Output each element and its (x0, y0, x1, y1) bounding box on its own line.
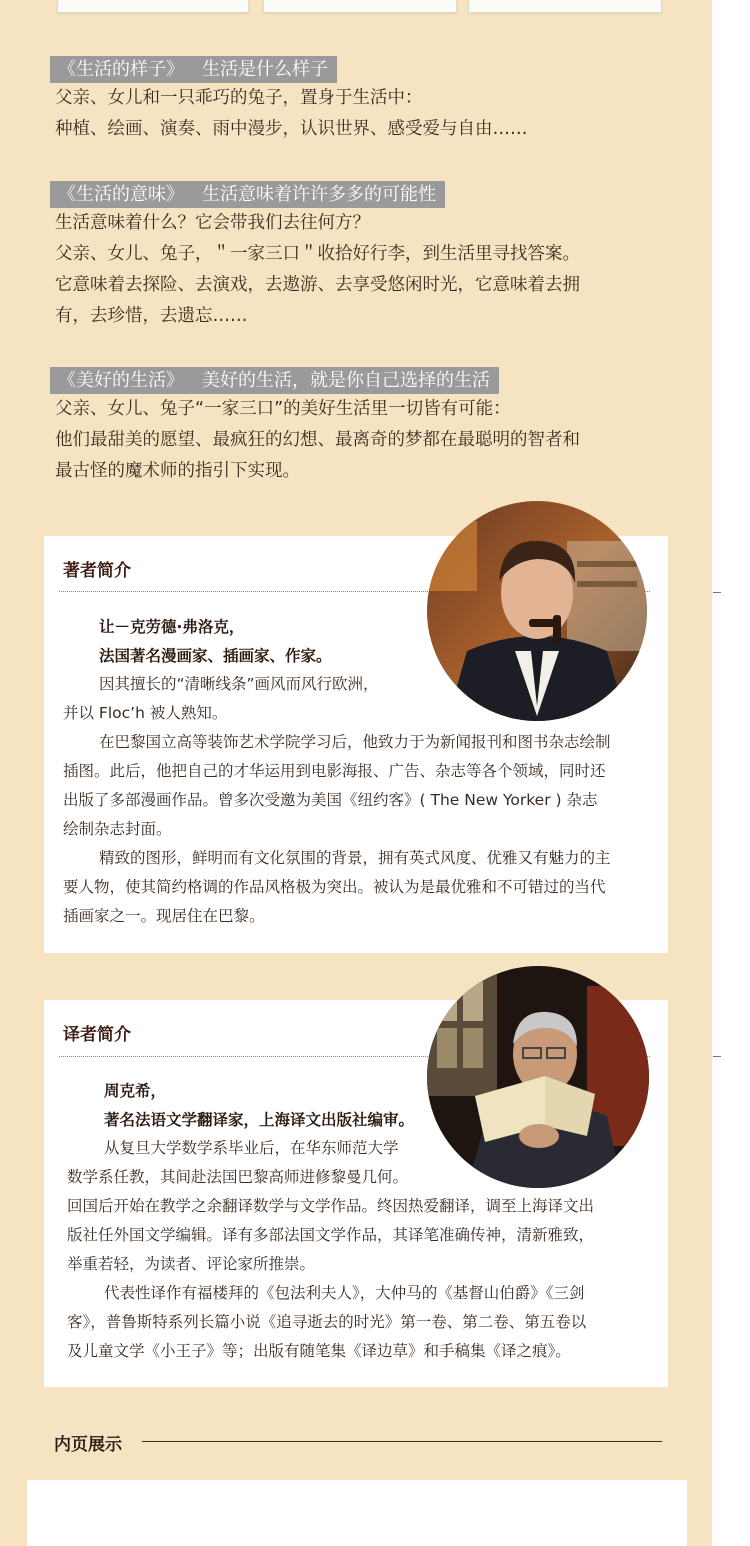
author-portrait-icon (427, 501, 647, 721)
translator-bio-line: 客》，普鲁斯特系列长篇小说《追寻逝去的时光》第一卷、第二卷、第五卷以 (67, 1313, 587, 1331)
book-section-1 (50, 56, 690, 145)
author-section-title: 著者简介 (63, 561, 131, 581)
author-bio-line: 因其擅长的“清晰线条”画风而风行欧洲， (99, 675, 379, 693)
paragraph-line: 父亲、女儿、兔子“一家三口”的美好生活里一切皆有可能： (55, 399, 511, 419)
translator-portrait-photo (427, 966, 649, 1188)
translator-role: 著名法语文学翻译家，上海译文出版社编审。 (104, 1111, 415, 1129)
author-bio-line: 要人物，使其简约格调的作品风格极为突出。被认为是最优雅和不可错过的当代 (63, 878, 606, 896)
author-bio-line: 插图。此后，他把自己的才华运用到电影海报、广告、杂志等各个领域，同时还 (63, 762, 606, 780)
tag-book-title: 《美好的生活》 (58, 370, 184, 391)
translator-bio-line: 举重若轻，为读者、评论家所推崇。 (67, 1255, 316, 1273)
translator-bio-line: 回国后开始在教学之余翻译数学与文学作品。终因热爱翻译，调至上海译文出 (67, 1197, 595, 1215)
preview-thumbnail[interactable] (263, 0, 457, 13)
edge-marker (713, 592, 721, 593)
translator-portrait-icon (427, 966, 649, 1188)
author-bio-line: 精致的图形，鲜明而有文化氛围的背景，拥有英式风度、优雅又有魅力的主 (99, 849, 611, 867)
book-section-3 (50, 367, 690, 487)
paragraph-line: 他们最甜美的愿望、最疯狂的幻想、最离奇的梦都在最聪明的智者和 (55, 430, 580, 450)
author-portrait-photo (427, 501, 647, 721)
author-bio-line: 在巴黎国立高等装饰艺术学院学习后，他致力于为新闻报刊和图书杂志绘制 (99, 733, 611, 751)
section-tag (50, 367, 499, 394)
translator-name: 周克希， (104, 1082, 167, 1100)
translator-bio-line: 从复旦大学数学系毕业后，在华东师范大学 (104, 1139, 399, 1157)
paragraph-line: 它意味着去探险、去演戏，去遨游、去享受悠闲时光，它意味着去拥 (55, 275, 580, 295)
heading-rule (142, 1441, 662, 1442)
book-section-2 (50, 181, 690, 332)
author-role: 法国著名漫画家、插画家、作家。 (99, 647, 332, 665)
author-bio-line: 绘制杂志封面。 (63, 820, 172, 838)
inner-pages-title: 内页展示 (54, 1435, 122, 1455)
tag-subtitle: 生活意味着许许多多的可能性 (202, 184, 436, 205)
translator-section-title: 译者简介 (63, 1025, 131, 1045)
author-bio-line: 出版了多部漫画作品。曾多次受邀为美国《纽约客》( The New Yorker ) 杂志 (63, 791, 598, 809)
author-bio-line: 插画家之一。现居住在巴黎。 (63, 907, 265, 925)
translator-bio-line: 及儿童文学《小王子》等；出版有随笔集《译边草》和手稿集《译之痕》。 (67, 1342, 571, 1360)
paragraph-line: 生活意味着什么？它会带我们去往何方？ (55, 213, 370, 233)
paragraph-line: 父亲、女儿和一只乖巧的兔子，置身于生活中： (55, 88, 423, 108)
edge-marker (713, 1056, 721, 1057)
preview-thumbnail[interactable] (57, 0, 249, 13)
translator-bio-line: 代表性译作有福楼拜的《包法利夫人》，大仲马的《基督山伯爵》《三剑 (104, 1284, 585, 1302)
author-name: 让－克劳德·弗洛克， (99, 618, 245, 636)
paragraph-line: 种植、绘画、演奏、雨中漫步，认识世界、感受爱与自由…… (55, 119, 528, 139)
paragraph-line: 有，去珍惜，去遗忘…… (55, 306, 248, 326)
tag-subtitle: 生活是什么样子 (202, 59, 328, 80)
paragraph-line: 最古怪的魔术师的指引下实现。 (55, 461, 300, 481)
tag-subtitle: 美好的生活，就是你自己选择的生活 (202, 370, 490, 391)
section-tag (50, 56, 337, 83)
tag-book-title: 《生活的样子》 (58, 59, 184, 80)
translator-bio-line: 版社任外国文学编辑。译有多部法国文学作品，其译笔准确传神，清新雅致， (67, 1226, 595, 1244)
author-bio-line: 并以 Floc’h 被人熟知。 (63, 704, 228, 722)
tag-book-title: 《生活的意味》 (58, 184, 184, 205)
inner-pages-preview-panel (27, 1480, 687, 1546)
paragraph-line: 父亲、女儿、兔子，＂一家三口＂收拾好行李，到生活里寻找答案。 (55, 244, 580, 264)
section-tag (50, 181, 445, 208)
translator-bio-line: 数学系任教，其间赴法国巴黎高师进修黎曼几何。 (67, 1168, 409, 1186)
preview-thumbnail[interactable] (468, 0, 662, 13)
